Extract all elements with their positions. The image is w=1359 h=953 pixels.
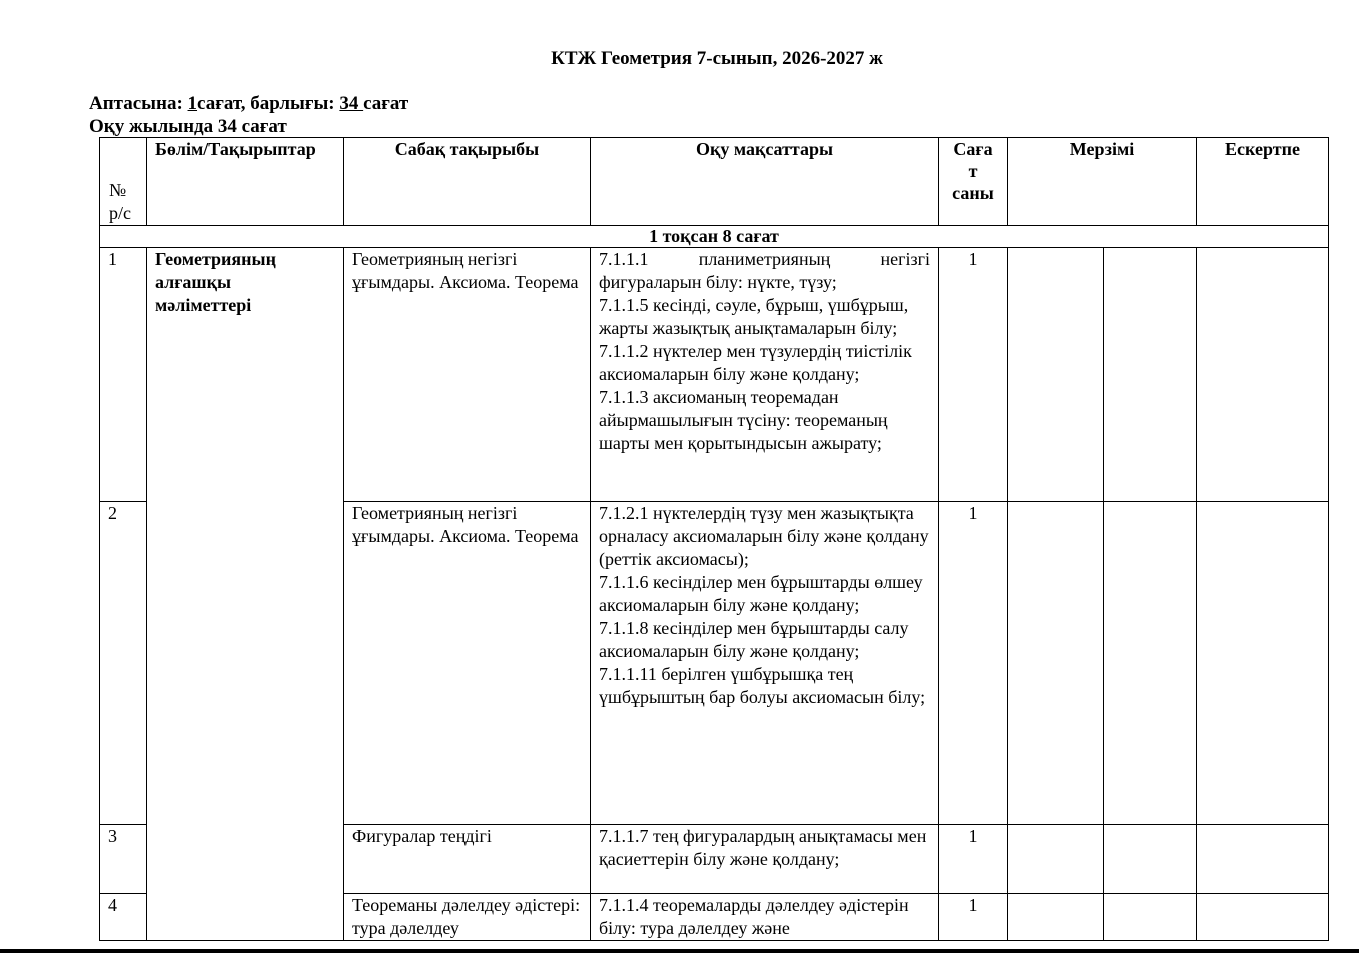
document-title: КТЖ Геометрия 7-сынып, 2026-2027 ж [551,48,883,69]
note-cell [1197,825,1329,894]
deadline-planned [1008,248,1104,502]
quarter-label: 1 тоқсан 8 сағат [100,226,1329,248]
goal-item: 7.1.1.5 кесінді, сәуле, бұрыш, үшбұрыш, жарты жазықтық анықтамаларын білу; [599,295,909,338]
per-week-value: 1 [187,93,198,114]
hours-count: 1 [939,248,1008,502]
goal-item: 7.1.1.6 кесінділер мен бұрыштарды өлшеу аксиомаларын білу және қолдану; [599,572,923,615]
header-hours-line-2: т [968,161,978,181]
goal-item: 7.1.1.8 кесінділер мен бұрыштарды салу аксиомаларын білу және қолдану; [599,618,909,661]
header-number-sub: р/с [109,203,131,223]
note-cell [1197,502,1329,825]
row-number: 2 [100,502,147,825]
deadline-actual [1104,825,1197,894]
hours-count: 1 [939,894,1008,941]
learning-goals [591,825,939,894]
note-cell [1197,248,1329,502]
per-week-unit: сағат, барлығы: [197,93,340,114]
deadline-actual [1104,502,1197,825]
header-section: Бөлім/Тақырыптар [147,138,344,226]
quarter-row [100,226,1329,248]
table-row [100,248,1329,502]
section-line-2: алғашқы [155,272,232,292]
header-note: Ескертпе [1197,138,1329,226]
hours-count: 1 [939,825,1008,894]
goal-item: 7.1.1.11 берілген үшбұрышқа тең үшбұрыштың бар болуы аксиомасын білу; [599,664,926,707]
learning-goals [591,248,939,502]
deadline-actual [1104,894,1197,941]
curriculum-table [99,137,1329,941]
deadline-planned [1008,894,1104,941]
goal-item: 7.1.1.3 аксиоманың теоремадан айырмашылығын түсіну: теореманың шарты мен қорытындысын ажырату; [599,387,888,453]
note-cell [1197,894,1329,941]
learning-goals [591,502,939,825]
table-header-row [100,138,1329,226]
per-week-label: Аптасына: [89,93,188,114]
total-hours-unit: сағат [363,93,409,114]
weekly-hours-line [89,92,408,115]
section-cell [147,248,344,941]
header-goals: Оқу мақсаттары [591,138,939,226]
lesson-topic: Геометрияның негізгі ұғымдары. Аксиома. Теорема [344,248,591,502]
lesson-topic: Фигуралар теңдігі [344,825,591,894]
header-number-symbol: № [109,180,127,200]
goal-item: 7.1.1.2 нүктелер мен түзулердің тиістілік аксиомаларын білу және қолдану; [599,341,912,384]
lesson-topic [344,894,591,941]
row-number: 4 [100,894,147,941]
lesson-topic-text: Теореманы дәлелдеу әдістері: тура дәлелдеу [352,895,581,938]
goal-item: 7.1.1.1 планиметрияның негізгі [599,249,930,269]
learning-goals [591,894,939,941]
page-bottom-rule [0,949,1359,953]
annual-hours-line: Оқу жылында 34 сағат [89,116,287,137]
header-hours [939,138,1008,226]
section-line-1: Геометрияның [155,249,276,269]
total-hours-value: 34 [339,93,364,114]
deadline-actual [1104,248,1197,502]
hours-count: 1 [939,502,1008,825]
section-line-3: мәліметтері [155,295,252,315]
row-number: 3 [100,825,147,894]
deadline-planned [1008,825,1104,894]
goal-item: 7.1.1.4 теоремаларды дәлелдеу әдістерін білу: тура дәлелдеу және [599,895,909,938]
goal-item: 7.1.1.7 тең фигуралардың анықтамасы мен қасиеттерін білу және қолдану; [599,826,927,869]
row-number: 1 [100,248,147,502]
header-hours-line-1: Сағa [953,139,993,159]
header-deadline: Мерзімі [1008,138,1197,226]
lesson-topic: Геометрияның негізгі ұғымдары. Аксиома. Теорема [344,502,591,825]
deadline-planned [1008,502,1104,825]
header-number [100,138,147,226]
header-hours-line-3: саны [952,183,994,203]
header-lesson-topic: Сабақ тақырыбы [344,138,591,226]
goal-item: фигураларын білу: нүкте, түзу; [599,272,837,292]
goal-item: 7.1.2.1 нүктелердің түзу мен жазықтықта орналасу аксиомаларын білу және қолдану (реттік аксиомасы); [599,503,929,569]
